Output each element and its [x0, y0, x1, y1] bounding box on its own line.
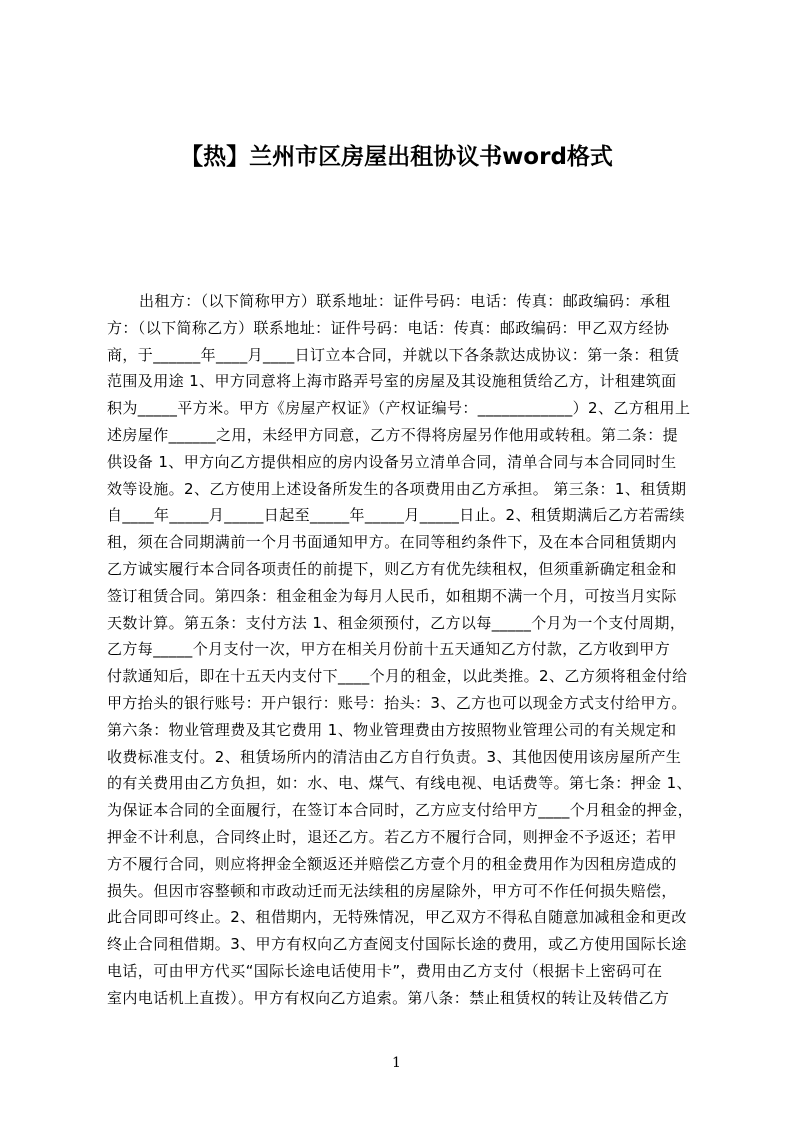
body-line: 甲方抬头的银行账号：开户银行：账号：抬头：3、乙方也可以现金方式支付给甲方。: [107, 693, 687, 712]
body-line: 为保证本合同的全面履行，在签订本合同时，乙方应支付给甲方____个月租金的押金，: [107, 801, 694, 820]
body-line: 范围及用途 1、甲方同意将上海市路弄号室的房屋及其设施租赁给乙方，计租建筑面: [107, 372, 677, 391]
body-line: 收费标准支付。2、租赁场所内的清洁由乙方自行负责。3、其他因使用该房屋所产生: [107, 747, 682, 766]
body-line: 积为_____平方米。甲方《房屋产权证》（产权证编号：____________）2、乙方租用上: [107, 399, 691, 418]
body-line: 室内电话机上直拨）。甲方有权向乙方追索。第八条：禁止租赁权的转让及转借乙方: [107, 988, 670, 1007]
body-line: 的有关费用由乙方负担，如：水、电、煤气、有线电视、电话费等。第七条：押金 1、: [107, 774, 692, 793]
body-line: 此合同即可终止。2、租借期内，无特殊情况，甲乙双方不得私自随意加减租金和更改: [107, 908, 687, 927]
body-line: 乙方每_____个月支付一次，甲方在相关月份前十五天通知乙方付款，乙方收到甲方: [107, 640, 671, 659]
body-line: 损失。但因市容整顿和市政动迁而无法续租的房屋除外，甲方可不作任何损失赔偿，: [107, 881, 677, 900]
body-line: 付款通知后，即在十五天内支付下____个月的租金，以此类推。2、乙方须将租金付给: [107, 667, 688, 686]
body-line: 第六条：物业管理费及其它费用 1、物业管理费由方按照物业管理公司的有关规定和: [107, 720, 677, 739]
page-number: 1: [392, 1055, 401, 1071]
body-line: 方不履行合同，则应将押金全额返还并赔偿乙方壹个月的租金费用作为因租房造成的: [107, 854, 677, 873]
body-line: 方：（以下简称乙方）联系地址：证件号码：电话：传真：邮政编码：甲乙双方经协: [107, 318, 670, 337]
body-line: 租，须在合同期满前一个月书面通知甲方。在同等租约条件下，及在本合同租赁期内: [107, 533, 677, 552]
body-line: 供设备 1、甲方向乙方提供相应的房内设备另立清单合同，清单合同与本合同同时生: [107, 452, 677, 471]
body-line: 乙方诚实履行本合同各项责任的前提下，则乙方有优先续租权，但须重新确定租金和: [107, 559, 677, 578]
body-line: 天数计算。第五条：支付方法 1、租金须预付，乙方以每_____个月为一个支付周期，: [107, 613, 686, 632]
body-line: 出租方：（以下简称甲方）联系地址：证件号码：电话：传真：邮政编码：承租: [139, 292, 671, 310]
body-line: 述房屋作______之用，未经甲方同意，乙方不得将房屋另作他用或转租。第二条：提: [107, 425, 679, 444]
body-line: 电话，可由甲方代买“国际长途电话使用卡”，费用由乙方支付（根据卡上密码可在: [107, 961, 663, 980]
body-line: 商，于______年____月____日订立本合同，并就以下各条款达成协议：第一条：租赁: [107, 345, 680, 364]
document-title: 【热】兰州市区房屋出租协议书word格式: [180, 144, 613, 170]
document-body: [107, 288, 719, 1012]
body-line: 自____年_____月_____日起至_____年_____月_____日止。2、租赁期满后乙方若需续: [107, 506, 685, 525]
body-line: 押金不计利息，合同终止时，退还乙方。若乙方不履行合同，则押金不予返还；若甲: [107, 827, 677, 846]
body-line: 签订租赁合同。第四条：租金租金为每月人民币，如租期不满一个月，可按当月实际: [107, 586, 677, 605]
body-line: 效等设施。2、乙方使用上述设备所发生的各项费用由乙方承担。 第三条：1、租赁期: [107, 479, 687, 498]
body-line: 终止合同租借期。3、甲方有权向乙方查阅支付国际长途的费用，或乙方使用国际长途: [107, 935, 687, 954]
